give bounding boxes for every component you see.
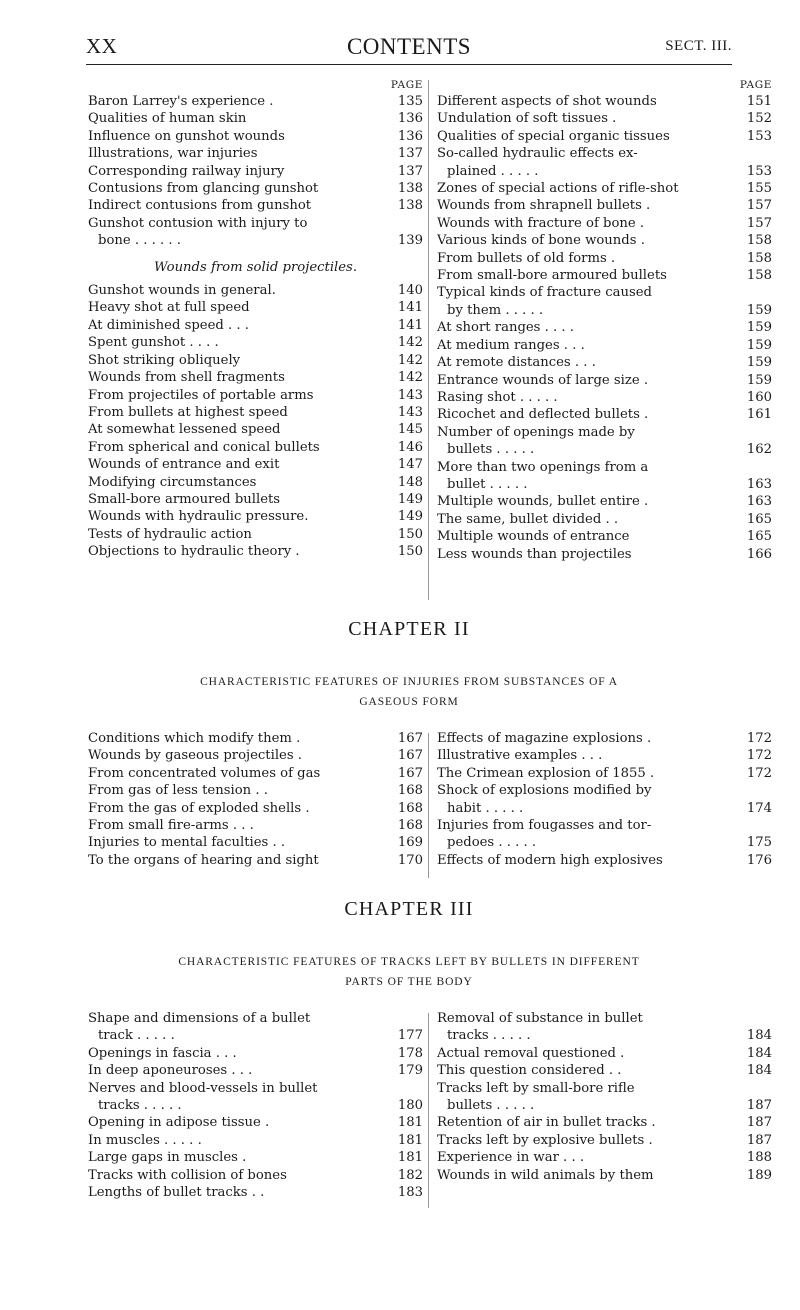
page-column-label: PAGE [739,79,772,91]
toc-entry-title: Influence on gunshot wounds [88,128,285,144]
toc-entry-title: Different aspects of shot wounds [437,94,657,109]
toc-entry-page: 140 [397,283,423,299]
toc-entry-title: Indirect contusions from gunshot [88,198,312,214]
toc-entry [88,817,423,834]
toc-entry [437,1097,772,1114]
toc-entry [437,493,772,510]
toc-entry [88,1010,423,1027]
chapter-title: CHAPTER III [344,898,474,920]
toc-entry-title: Tracks left by small-bore rifle [437,1080,635,1096]
chapter-subtitle: PARTS OF THE BODY [345,976,473,988]
toc-entry-page: 178 [397,1045,423,1061]
toc-entry [437,1045,772,1062]
toc-entry-title: Shock of explosions modified by [437,783,652,799]
toc-entry-page: 172 [746,731,772,746]
toc-entry [88,145,423,162]
toc-entry-title: Illustrations, war injuries [88,146,258,162]
toc-entry [437,163,772,180]
toc-entry-title: Experience in war . . . [437,1150,585,1166]
toc-entry-page: 181 [397,1132,423,1148]
toc-entry [88,1167,423,1184]
toc-entry-title: Typical kinds of fracture caused [437,285,652,301]
toc-entry-title: Large gaps in muscles . [88,1150,247,1166]
toc-entry-title: From bullets at highest speed [88,404,288,420]
toc-entry-title: Spent gunshot . . . . [88,335,219,351]
toc-entry-page: 180 [397,1098,423,1114]
toc-entry [88,747,423,764]
toc-entry [88,1045,423,1062]
toc-entry-page: 150 [397,544,423,560]
toc-entry-page: 174 [746,800,772,816]
toc-entry-title: Qualities of human skin [88,111,247,127]
toc-entry-title: The same, bullet divided . . [437,511,619,527]
toc-entry [88,491,423,508]
toc-entry-title: Undulation of soft tissues . [437,111,617,127]
toc-entry-title: bullet . . . . . [447,476,528,492]
toc-entry [437,459,772,476]
toc-entry-title: From bullets of old forms . [437,250,616,266]
toc-entry-page: 147 [397,457,423,473]
toc-entry [88,369,423,386]
section-label: SECT. III. [665,38,732,54]
toc-entry-page: 159 [746,337,772,353]
toc-entry-title: From spherical and conical bullets [88,439,320,455]
toc-entry-title: Conditions which modify them . [88,731,301,746]
toc-subheading: Wounds from solid projectiles. [153,259,358,275]
toc-entry-title: Tests of hydraulic action [88,526,252,542]
toc-entry-page: 142 [397,335,423,351]
toc-entry-title: Tracks left by explosive bullets . [437,1132,653,1148]
toc-entry-page: 138 [397,198,423,214]
toc-entry [88,282,423,299]
toc-entry-page: 176 [746,852,772,868]
toc-entry-page: 161 [746,407,772,423]
toc-column-right [437,1010,772,1184]
toc-entry [437,250,772,267]
toc-entry-page: 139 [397,233,423,249]
toc-entry [88,800,423,817]
toc-entry-title: Retention of air in bullet tracks . [437,1115,656,1131]
toc-entry-title: tracks . . . . . [447,1028,531,1044]
toc-entry [437,800,772,817]
toc-entry-page: 142 [397,370,423,386]
toc-entry-title: The Crimean explosion of 1855 . [437,765,655,781]
toc-entry-page: 167 [397,748,423,764]
toc-entry-title: Wounds by gaseous projectiles . [88,748,302,764]
toc-entry [437,834,772,851]
toc-entry [88,110,423,127]
toc-entry-page: 165 [746,511,772,527]
toc-entry-page: 137 [397,146,423,162]
toc-entry-title: Removal of substance in bullet [437,1011,643,1026]
page-column-label: PAGE [390,79,423,91]
toc-entry [88,93,423,110]
page-title: CONTENTS [346,34,472,59]
toc-entry-title: Zones of special actions of rifle-shot [437,181,679,197]
toc-entry-title: Tracks with collision of bones [88,1167,287,1183]
toc-entry-page: 177 [397,1028,423,1044]
toc-entry [88,1149,423,1166]
toc-entry [437,1149,772,1166]
toc-entry [88,232,423,249]
toc-entry [88,299,423,316]
toc-entry-page: 148 [397,474,423,490]
toc-entry [88,834,423,851]
toc-entry [88,317,423,334]
toc-entry-page: 162 [746,442,772,458]
toc-entry-title: Nerves and blood-vessels in bullet [88,1080,318,1096]
toc-entry-title: Heavy shot at full speed [88,300,250,316]
toc-entry-title: Number of openings made by [437,424,635,440]
toc-entry [88,1080,423,1097]
toc-entry-page: 182 [397,1167,423,1183]
toc-entry-page: 165 [746,529,772,545]
toc-entry [88,352,423,369]
toc-entry-title: bullets . . . . . [447,1098,535,1114]
toc-entry [88,526,423,543]
toc-entry [88,1132,423,1149]
toc-entry-page: 181 [397,1150,423,1166]
toc-entry [437,1062,772,1079]
page-number: XX [86,34,118,58]
toc-column-left [88,1010,423,1201]
toc-entry-title: Opening in adipose tissue . [88,1115,270,1131]
toc-entry-page: 160 [746,389,772,405]
toc-entry-page: 170 [397,852,423,868]
toc-entry [88,1062,423,1079]
toc-entry-title: From small-bore armoured bullets [437,268,667,284]
toc-entry-title: bone . . . . . . [98,233,181,249]
toc-entry-page: 172 [746,748,772,764]
toc-entry [88,163,423,180]
toc-entry-title: Baron Larrey's experience . [88,94,274,109]
toc-entry-page: 189 [746,1167,772,1183]
toc-entry [437,730,772,747]
toc-entry-page: 149 [397,509,423,525]
toc-entry-title: From projectiles of portable arms [88,387,314,403]
toc-entry-title: Multiple wounds of entrance [437,529,630,545]
toc-entry [437,747,772,764]
toc-entry-page: 187 [746,1098,772,1114]
toc-entry [88,456,423,473]
toc-entry [88,180,423,197]
toc-entry-title: Modifying circumstances [88,474,257,490]
toc-entry-title: At somewhat lessened speed [88,422,281,438]
toc-entry-title: plained . . . . . [447,163,539,179]
toc-entry-page: 163 [746,476,772,492]
toc-entry [437,180,772,197]
toc-entry [437,1027,772,1044]
toc-entry-page: 158 [746,250,772,266]
toc-entry-page: 141 [397,300,423,316]
toc-entry-page: 137 [397,163,423,179]
toc-entry-title: Actual removal questioned . [437,1045,625,1061]
toc-entry-page: 135 [397,94,423,109]
toc-entry [437,284,772,301]
toc-entry-page: 168 [397,800,423,816]
column-divider [428,1013,429,1208]
toc-entry-title: Rasing shot . . . . . [437,389,558,405]
toc-entry [437,1080,772,1097]
toc-entry-title: Wounds with hydraulic pressure. [88,509,309,525]
toc-entry-page: 146 [397,439,423,455]
toc-entry-page: 142 [397,352,423,368]
toc-entry [437,546,772,563]
toc-entry-page: 159 [746,320,772,336]
toc-entry-page: 152 [746,111,772,127]
toc-entry [437,441,772,458]
toc-entry-page: 138 [397,181,423,197]
toc-entry-page: 166 [746,546,772,562]
toc-entry-page: 167 [397,765,423,781]
toc-entry-title: Illustrative examples . . . [437,748,603,764]
toc-entry [437,128,772,145]
toc-entry [437,110,772,127]
toc-entry [437,93,772,110]
toc-entry-page: 175 [746,835,772,851]
toc-entry-page: 153 [746,163,772,179]
toc-entry-title: Effects of magazine explosions . [437,731,652,746]
header-rule [86,64,732,65]
toc-entry-page: 159 [746,302,772,318]
toc-entry-title: Injuries to mental faculties . . [88,835,286,851]
toc-entry [437,232,772,249]
toc-entry-title: Injuries from fougasses and tor- [437,818,652,834]
toc-entry [88,1184,423,1201]
toc-column-right [437,730,772,869]
toc-entry [437,354,772,371]
chapter-subtitle: CHARACTERISTIC FEATURES OF INJURIES FROM SUBSTANCES OF A [200,676,618,688]
toc-entry-title: Openings in fascia . . . [88,1045,237,1061]
toc-entry-title: At diminished speed . . . [88,317,249,333]
toc-entry-title: Wounds of entrance and exit [88,457,280,473]
toc-entry-page: 169 [397,835,423,851]
toc-entry [437,319,772,336]
chapter-title: CHAPTER II [348,618,470,640]
toc-entry [88,197,423,214]
toc-entry-title: Multiple wounds, bullet entire . [437,494,649,510]
toc-entry-page: 187 [746,1132,772,1148]
toc-entry-title: Contusions from glancing gunshot [88,181,319,197]
toc-entry-title: So-called hydraulic effects ex- [437,146,638,162]
toc-entry [437,267,772,284]
toc-entry-title: Corresponding railway injury [88,163,285,179]
toc-entry-page: 151 [746,94,772,109]
toc-entry-title: In deep aponeuroses . . . [88,1063,253,1079]
toc-entry [437,1167,772,1184]
toc-entry-title: Ricochet and deflected bullets . [437,407,649,423]
toc-entry-page: 155 [746,181,772,197]
chapter-subtitle: GASEOUS FORM [359,696,459,708]
toc-entry [88,765,423,782]
toc-entry-page: 184 [746,1063,772,1079]
toc-entry-page: 141 [397,317,423,333]
toc-entry [437,406,772,423]
toc-entry-page: 157 [746,198,772,214]
toc-entry [88,543,423,560]
toc-entry [437,337,772,354]
toc-entry-title: From concentrated volumes of gas [88,765,321,781]
toc-entry-title: From gas of less tension . . [88,783,268,799]
column-divider [428,80,429,600]
toc-entry-title: track . . . . . [98,1028,175,1044]
toc-entry [88,508,423,525]
toc-entry [437,372,772,389]
toc-entry-title: Lengths of bullet tracks . . [88,1185,265,1201]
toc-entry-title: From small fire-arms . . . [88,818,254,834]
toc-entry [88,215,423,232]
toc-entry [88,334,423,351]
toc-entry-title: Wounds with fracture of bone . [437,215,645,231]
toc-entry [88,421,423,438]
toc-entry [88,1114,423,1131]
toc-entry-title: Gunshot wounds in general. [88,283,276,299]
toc-entry-page: 167 [397,731,423,746]
toc-column-left [88,730,423,869]
toc-entry-page: 149 [397,491,423,507]
toc-entry-title: At short ranges . . . . [437,320,574,336]
toc-entry-page: 181 [397,1115,423,1131]
toc-entry-page: 150 [397,526,423,542]
toc-entry-title: Entrance wounds of large size . [437,372,649,388]
toc-entry [437,817,772,834]
toc-entry-page: 168 [397,818,423,834]
toc-entry-title: At medium ranges . . . [437,337,585,353]
toc-entry-title: To the organs of hearing and sight [88,852,319,868]
toc-entry-page: 136 [397,128,423,144]
toc-entry [88,1027,423,1044]
toc-entry-page: 143 [397,387,423,403]
toc-entry-page: 172 [746,765,772,781]
toc-entry-page: 159 [746,372,772,388]
toc-entry-page: 179 [397,1063,423,1079]
toc-entry [437,528,772,545]
toc-column-left [88,78,423,561]
toc-entry-title: Effects of modern high explosives [437,852,663,868]
toc-entry-title: Small-bore armoured bullets [88,491,281,507]
toc-entry [88,474,423,491]
toc-entry-title: This question considered . . [437,1063,622,1079]
toc-entry-page: 187 [746,1115,772,1131]
toc-entry-page: 184 [746,1028,772,1044]
toc-entry-page: 136 [397,111,423,127]
toc-entry [437,782,772,799]
toc-entry-title: tracks . . . . . [98,1098,182,1114]
toc-entry-page: 188 [746,1150,772,1166]
column-divider [428,733,429,878]
toc-entry-title: From the gas of exploded shells . [88,800,310,816]
toc-entry-page: 158 [746,268,772,284]
toc-entry [88,404,423,421]
toc-entry [437,389,772,406]
toc-entry [437,1132,772,1149]
toc-entry [437,302,772,319]
toc-entry-title: Wounds from shell fragments [88,370,285,386]
toc-entry-title: Various kinds of bone wounds . [437,233,645,249]
toc-entry-title: pedoes . . . . . [447,835,537,851]
toc-entry [88,730,423,747]
toc-entry [437,476,772,493]
toc-entry [437,1114,772,1131]
toc-entry-page: 183 [397,1185,423,1201]
toc-entry [437,765,772,782]
toc-entry-title: Shot striking obliquely [88,352,241,368]
toc-entry-title: Objections to hydraulic theory . [88,544,300,560]
toc-entry [437,424,772,441]
toc-entry-title: Less wounds than projectiles [437,546,632,562]
toc-entry-title: Qualities of special organic tissues [437,128,670,144]
toc-entry-title: At remote distances . . . [437,355,596,371]
toc-entry-title: habit . . . . . [447,800,524,816]
toc-entry [88,128,423,145]
toc-entry-page: 143 [397,404,423,420]
toc-entry-title: Wounds from shrapnell bullets . [437,198,651,214]
toc-entry-page: 163 [746,494,772,510]
toc-entry-page: 184 [746,1045,772,1061]
toc-entry [88,439,423,456]
toc-entry-title: In muscles . . . . . [88,1132,202,1148]
toc-entry-title: by them . . . . . [447,302,544,318]
toc-entry-page: 153 [746,128,772,144]
toc-entry-page: 159 [746,355,772,371]
toc-entry-title: Gunshot contusion with injury to [88,215,308,231]
toc-entry [88,1097,423,1114]
toc-entry-page: 158 [746,233,772,249]
toc-entry-title: Wounds in wild animals by them [437,1167,654,1183]
toc-entry [88,387,423,404]
toc-entry [437,145,772,162]
toc-entry [437,852,772,869]
toc-entry [437,511,772,528]
toc-entry-page: 168 [397,783,423,799]
toc-entry-page: 157 [746,215,772,231]
toc-entry [437,1010,772,1027]
toc-entry [88,852,423,869]
toc-entry-title: Shape and dimensions of a bullet [88,1011,311,1026]
toc-column-right [437,78,772,563]
toc-entry [88,782,423,799]
toc-entry-page: 145 [397,422,423,438]
toc-entry [437,197,772,214]
toc-entry-title: More than two openings from a [437,459,649,475]
toc-entry-title: bullets . . . . . [447,442,535,458]
running-header [86,34,732,64]
chapter-subtitle: CHARACTERISTIC FEATURES OF TRACKS LEFT BY BULLETS IN DIFFERENT [178,956,640,968]
toc-entry [437,215,772,232]
